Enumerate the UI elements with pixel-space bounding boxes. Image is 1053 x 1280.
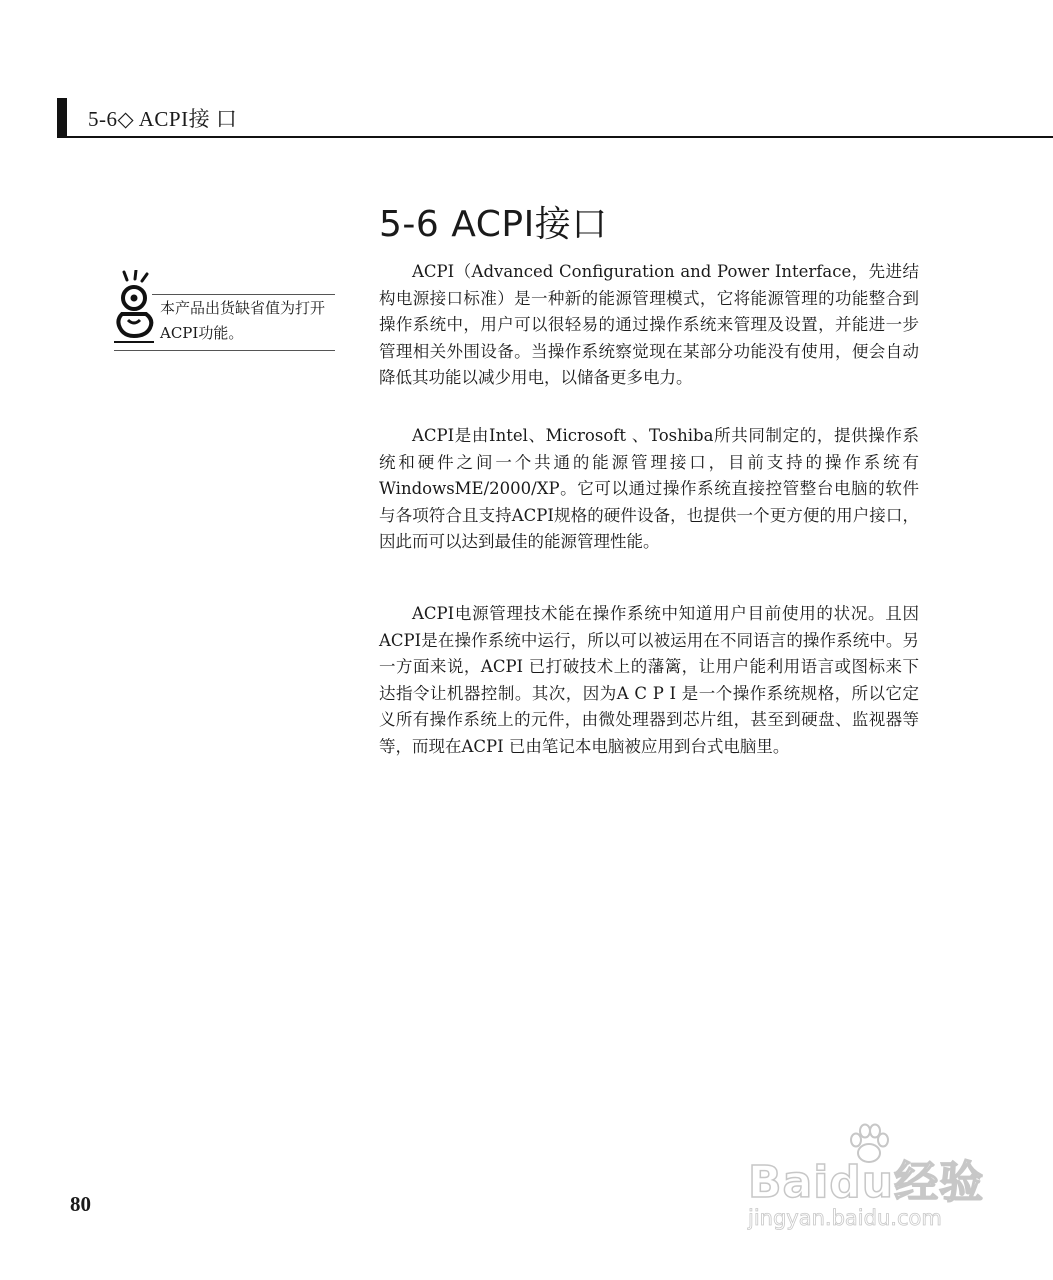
sidenote-rule-bottom: [114, 350, 335, 351]
sidenote-text: 本产品出货缺省值为打开ACPI功能。: [160, 299, 326, 342]
section-title: 5-6 ACPI接口: [379, 204, 608, 245]
tip-person-icon: [110, 270, 156, 344]
watermark-brand: Baidu经验: [748, 1157, 985, 1208]
paragraph-3: ACPI电源管理技术能在操作系统中知道用户目前使用的状况。且因ACPI是在操作系统中运行，所以可以被运用在不同语言的操作系统中。另一方面来说，ACPI 已打破技术上的藩篱，让用户能利用语言或图标来下达指令让机器控制。其次，因为A C P I 是一个操作系统规格，所以它定义所有操作系统上的元件，由微处理器到芯片组，甚至到硬盘、监视器等等，而现在ACPI 已由笔记本电脑被应用到台式电脑里。: [379, 604, 919, 756]
paragraph-2: ACPI是由Intel、Microsoft 、Toshiba所共同制定的，提供操作系统和硬件之间一个共通的能源管理接口，目前支持的操作系统有WindowsME/2000/XP。它可以通过操作系统直接控管整台电脑的软件与各项符合且支持ACPI规格的硬件设备，也提供一个更方便的用户接口，因此而可以达到最佳的能源管理性能。: [379, 426, 919, 551]
watermark-url: jingyan.baidu.com: [748, 1206, 942, 1230]
sidenote-rule-top: [152, 294, 335, 295]
paragraph-1: ACPI（Advanced Configuration and Power Interface，先进结构电源接口标准）是一种新的能源管理模式，它将能源管理的功能整合到操作系统中，用户可以很轻易的通过操作系统来管理及设置，并能进一步管理相关外围设备。当操作系统察觉现在某部分功能没有使用，便会自动降低其功能以减少用电，以储备更多电力。: [379, 262, 919, 387]
page-number: 80: [70, 1192, 91, 1216]
baidu-watermark: [744, 1120, 1004, 1240]
running-header: 5-6◇ ACPI接 口: [88, 107, 238, 131]
header-rule: [57, 136, 1053, 138]
header-bar: [57, 98, 67, 138]
